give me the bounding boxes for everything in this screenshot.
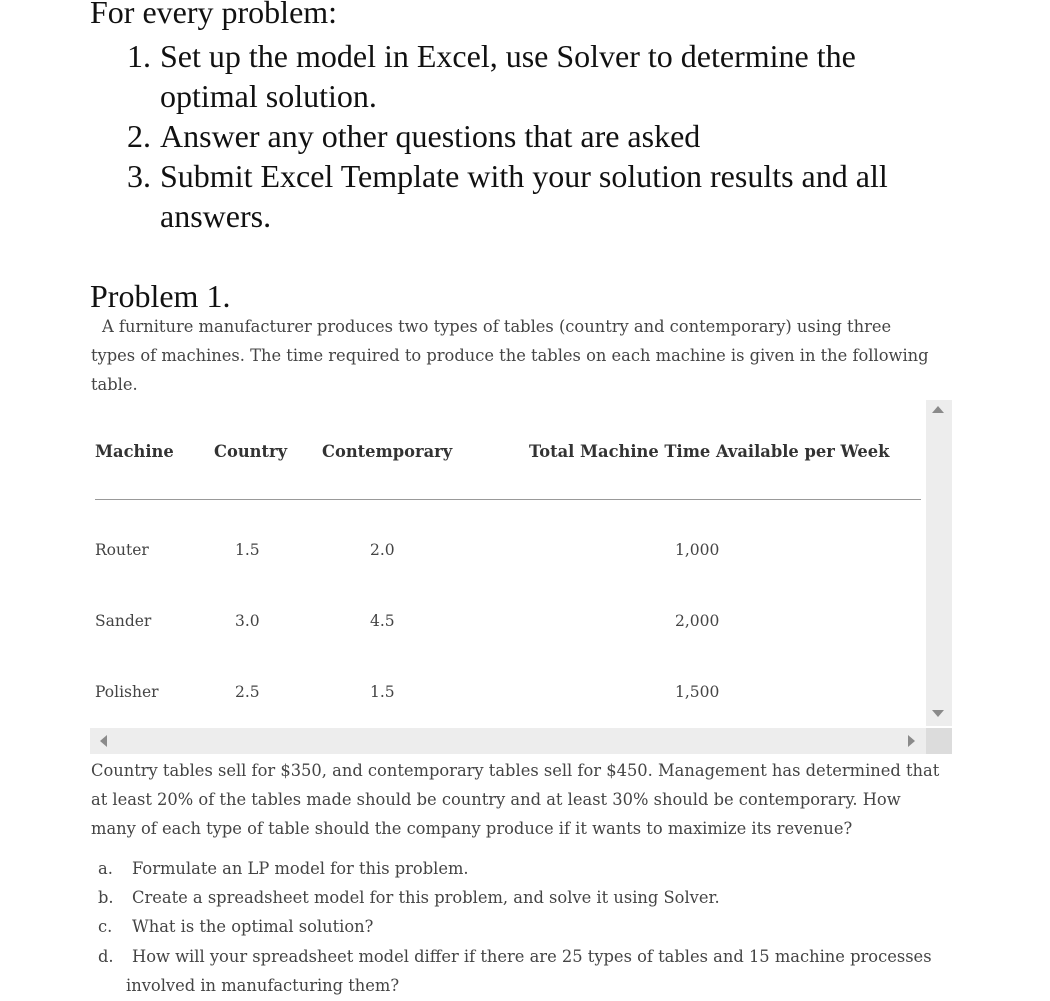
table-header-machine: Machine: [95, 442, 174, 461]
scroll-right-arrow-icon[interactable]: [908, 735, 915, 747]
table-header-country: Country: [214, 442, 288, 461]
table-cell: 2.5: [235, 683, 260, 701]
details-line: at least 20% of the tables made should be country and at least 30% should be contemporary. How: [91, 790, 901, 809]
details-line: many of each type of table should the company produce if it wants to maximize its revenue?: [91, 819, 853, 838]
question-text: What is the optimal solution?: [132, 917, 374, 936]
horizontal-scrollbar[interactable]: [90, 728, 926, 754]
table-header-total-time: Total Machine Time Available per Week: [529, 442, 890, 461]
intro-item-number: 3.: [127, 158, 151, 194]
details-line: Country tables sell for $350, and contemporary tables sell for $450. Management has determined that: [91, 761, 940, 780]
question-marker: c.: [98, 917, 113, 936]
table-cell: 3.0: [235, 612, 260, 630]
table-header-contemporary: Contemporary: [322, 442, 453, 461]
intro-item-number: 1.: [127, 38, 151, 74]
intro-item-line: Submit Excel Template with your solution results and all: [160, 158, 888, 194]
question-marker: a.: [98, 859, 113, 878]
scrollbar-corner: [926, 728, 952, 754]
vertical-scrollbar[interactable]: [926, 400, 952, 726]
table-cell: 1.5: [370, 683, 395, 701]
question-text: Formulate an LP model for this problem.: [132, 859, 469, 878]
intro-item-line: optimal solution.: [160, 78, 377, 114]
table-cell: Router: [95, 541, 149, 559]
question-text: involved in manufacturing them?: [126, 976, 400, 995]
question-marker: d.: [98, 947, 114, 966]
table-cell: Sander: [95, 612, 152, 630]
problem-title: Problem 1.: [90, 278, 231, 314]
description-line: A furniture manufacturer produces two types of tables (country and contemporary) using three: [102, 317, 892, 336]
table-cell: 4.5: [370, 612, 395, 630]
question-item-d-continuation: [126, 971, 399, 1000]
intro-item-number: 2.: [127, 118, 151, 154]
question-text: Create a spreadsheet model for this problem, and solve it using Solver.: [132, 888, 720, 907]
question-marker: b.: [98, 888, 114, 907]
scroll-up-arrow-icon[interactable]: [932, 406, 944, 413]
scroll-left-arrow-icon[interactable]: [100, 735, 107, 747]
scroll-down-arrow-icon[interactable]: [932, 710, 944, 717]
table-cell: 1.5: [235, 541, 260, 559]
table-cell: 2,000: [675, 612, 720, 630]
intro-item-line: Set up the model in Excel, use Solver to determine the: [160, 38, 856, 74]
question-text: How will your spreadsheet model differ if there are 25 types of tables and 15 machine processes: [132, 947, 932, 966]
table-header-divider: [95, 499, 921, 500]
table-cell: 2.0: [370, 541, 395, 559]
intro-item-line: answers.: [160, 198, 272, 234]
table-cell: Polisher: [95, 683, 159, 701]
intro-title: For every problem:: [90, 0, 338, 30]
intro-item-line: Answer any other questions that are asked: [160, 118, 701, 154]
machine-time-table: [90, 400, 952, 755]
table-cell: 1,500: [675, 683, 720, 701]
description-line: types of machines. The time required to produce the tables on each machine is given in the following: [91, 346, 929, 365]
table-cell: 1,000: [675, 541, 720, 559]
description-line: table.: [91, 375, 138, 394]
